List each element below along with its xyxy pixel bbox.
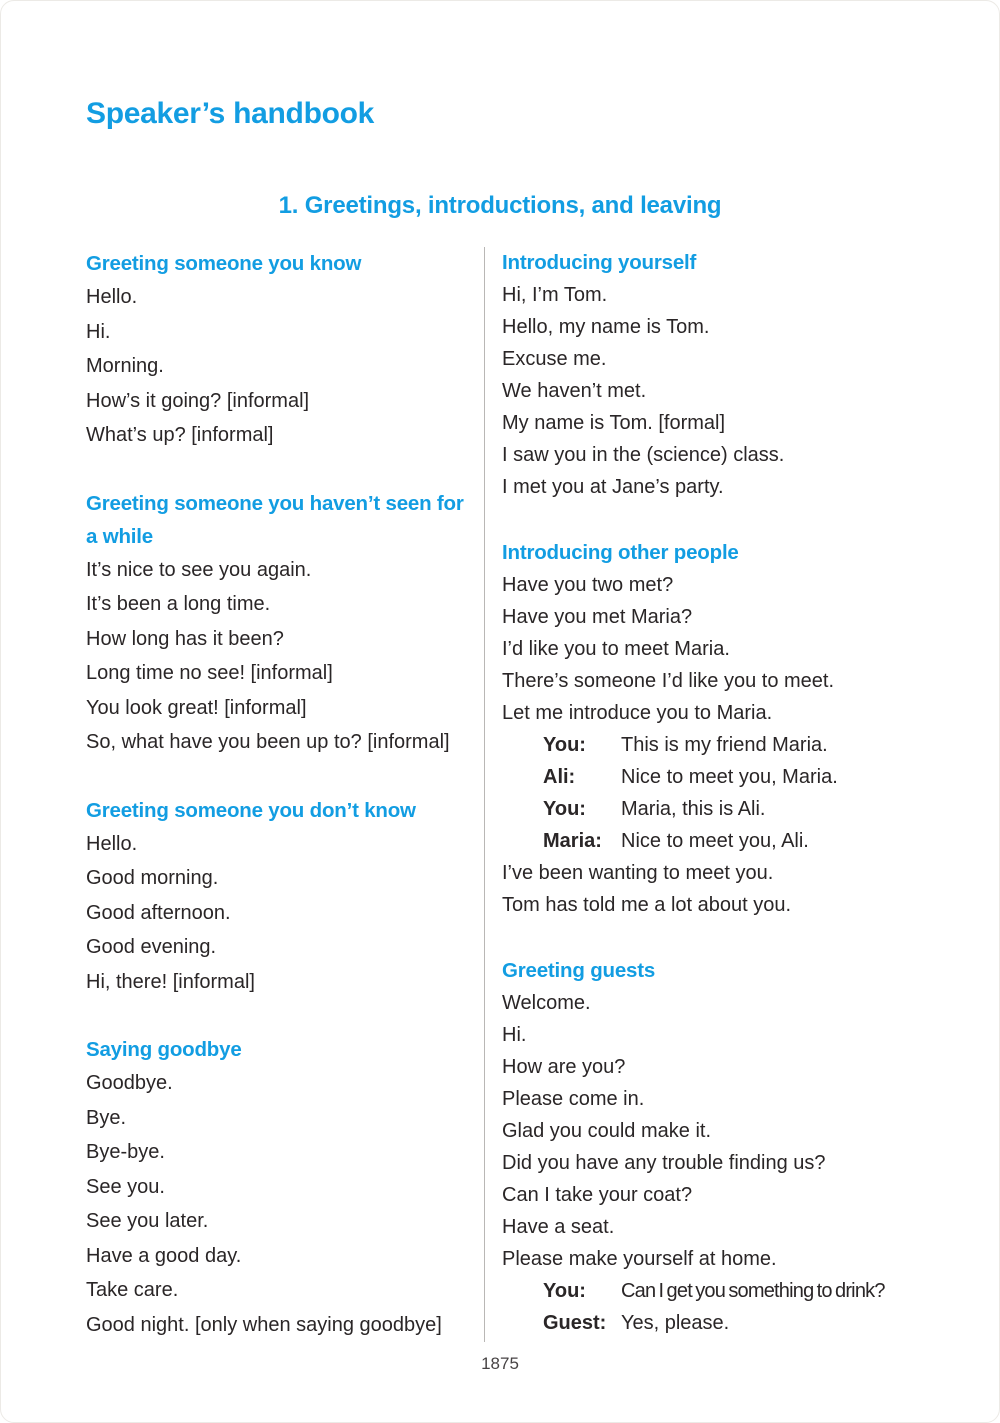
phrase-line: I saw you in the (science) class. (502, 444, 785, 466)
phrase-line: Morning. (86, 355, 164, 377)
phrase-line: Bye-bye. (86, 1141, 165, 1163)
phrase-line: Long time no see! [informal] (86, 662, 333, 684)
phrase-line: Hello, my name is Tom. (502, 316, 710, 338)
phrase-line: Please come in. (502, 1088, 645, 1110)
dialog-row (502, 793, 966, 825)
phrase-line: Bye. (86, 1106, 127, 1129)
phrase-line: What’s up? [informal] (86, 424, 274, 446)
section-heading: Introducing other people (502, 541, 739, 564)
phrase-line: I met you at Jane’s party. (502, 476, 724, 498)
phrase-line: How are you? (502, 1056, 626, 1078)
section-heading: Introducing yourself (502, 251, 697, 274)
phrase-section (86, 794, 468, 1000)
phrase-line: How long has it been? (86, 627, 284, 650)
phrase-section (502, 537, 966, 921)
phrase-section (502, 955, 966, 1339)
phrase-section (502, 247, 966, 503)
dialog-speaker: You: (543, 734, 586, 756)
dialog-text: Nice to meet you, Maria. (621, 766, 838, 788)
phrase-line: It’s nice to see you again. (86, 558, 312, 581)
section-heading: Saying goodbye (86, 1038, 242, 1061)
section-heading: Greeting someone you don’t know (86, 798, 416, 822)
phrase-line: Let me introduce you to Maria. (502, 702, 773, 724)
section-heading: Greeting guests (502, 959, 656, 982)
phrase-line: So, what have you been up to? [informal] (86, 731, 450, 753)
section-heading: Greeting someone you haven’t seen for a while (86, 491, 464, 548)
phrase-line: I’d like you to meet Maria. (502, 638, 730, 660)
phrase-line: Take care. (86, 1279, 179, 1301)
phrase-section (86, 1033, 468, 1342)
phrase-line: Good afternoon. (86, 901, 231, 924)
dialog-text: Yes, please. (621, 1312, 730, 1334)
phrase-line: There’s someone I’d like you to meet. (502, 670, 835, 692)
dialog-row (502, 761, 966, 793)
phrase-line: Hi, I’m Tom. (502, 284, 608, 306)
dialog-text: Nice to meet you, Ali. (621, 830, 809, 852)
dialog-row (502, 1275, 966, 1307)
dialog-row (502, 825, 966, 857)
phrase-line: Hello. (86, 286, 138, 308)
phrase-line: We haven’t met. (502, 380, 647, 402)
dialog-speaker: Maria: (543, 830, 602, 852)
phrase-line: It’s been a long time. (86, 593, 271, 615)
section-heading: Greeting someone you know (86, 252, 362, 275)
phrase-line: Hi. (502, 1024, 527, 1046)
dialog-text: This is my friend Maria. (621, 734, 828, 756)
phrase-line: Have a good day. (86, 1244, 242, 1267)
phrase-line: Hi, there! [informal] (86, 970, 255, 993)
dialog-speaker: You: (543, 1280, 586, 1302)
page-number: 1875 (481, 1354, 519, 1373)
phrase-line: Have you two met? (502, 574, 674, 596)
right-column (485, 247, 966, 1342)
phrase-line: How’s it going? [informal] (86, 389, 310, 412)
phrase-line: See you later. (86, 1210, 209, 1232)
dialog-speaker: You: (543, 798, 586, 820)
phrase-line: Did you have any trouble finding us? (502, 1152, 826, 1174)
two-column-layout (86, 247, 966, 1342)
left-column (86, 247, 484, 1342)
dialog-speaker: Guest: (543, 1312, 607, 1334)
phrase-section (86, 487, 468, 760)
phrase-line: My name is Tom. [formal] (502, 412, 726, 434)
phrase-line: Please make yourself at home. (502, 1248, 777, 1270)
phrase-line: Have a seat. (502, 1216, 615, 1238)
phrase-line: Tom has told me a lot about you. (502, 894, 792, 916)
phrase-line: You look great! [informal] (86, 696, 307, 719)
dialog-row (502, 1307, 966, 1339)
phrase-line: Goodbye. (86, 1072, 173, 1094)
phrase-line: Excuse me. (502, 348, 607, 370)
dialog-text: Maria, this is Ali. (621, 798, 766, 820)
dialog-text: Can I get you something to drink? (621, 1280, 885, 1302)
phrase-line: Have you met Maria? (502, 606, 693, 628)
phrase-section (86, 247, 468, 453)
phrase-line: I’ve been wanting to meet you. (502, 862, 774, 884)
phrase-line: See you. (86, 1175, 165, 1198)
chapter-title: 1. Greetings, introductions, and leaving (278, 192, 722, 219)
phrase-line: Glad you could make it. (502, 1120, 711, 1142)
phrase-line: Good night. [only when saying goodbye] (86, 1313, 442, 1336)
phrase-line: Hello. (86, 832, 138, 855)
page-title: Speaker’s handbook (86, 97, 375, 130)
phrase-line: Hi. (86, 320, 111, 343)
phrase-line: Welcome. (502, 992, 591, 1014)
phrase-line: Can I take your coat? (502, 1184, 693, 1206)
dialog-speaker: Ali: (543, 766, 576, 788)
phrase-line: Good morning. (86, 867, 219, 889)
phrase-line: Good evening. (86, 936, 217, 958)
dialog-row (502, 729, 966, 761)
